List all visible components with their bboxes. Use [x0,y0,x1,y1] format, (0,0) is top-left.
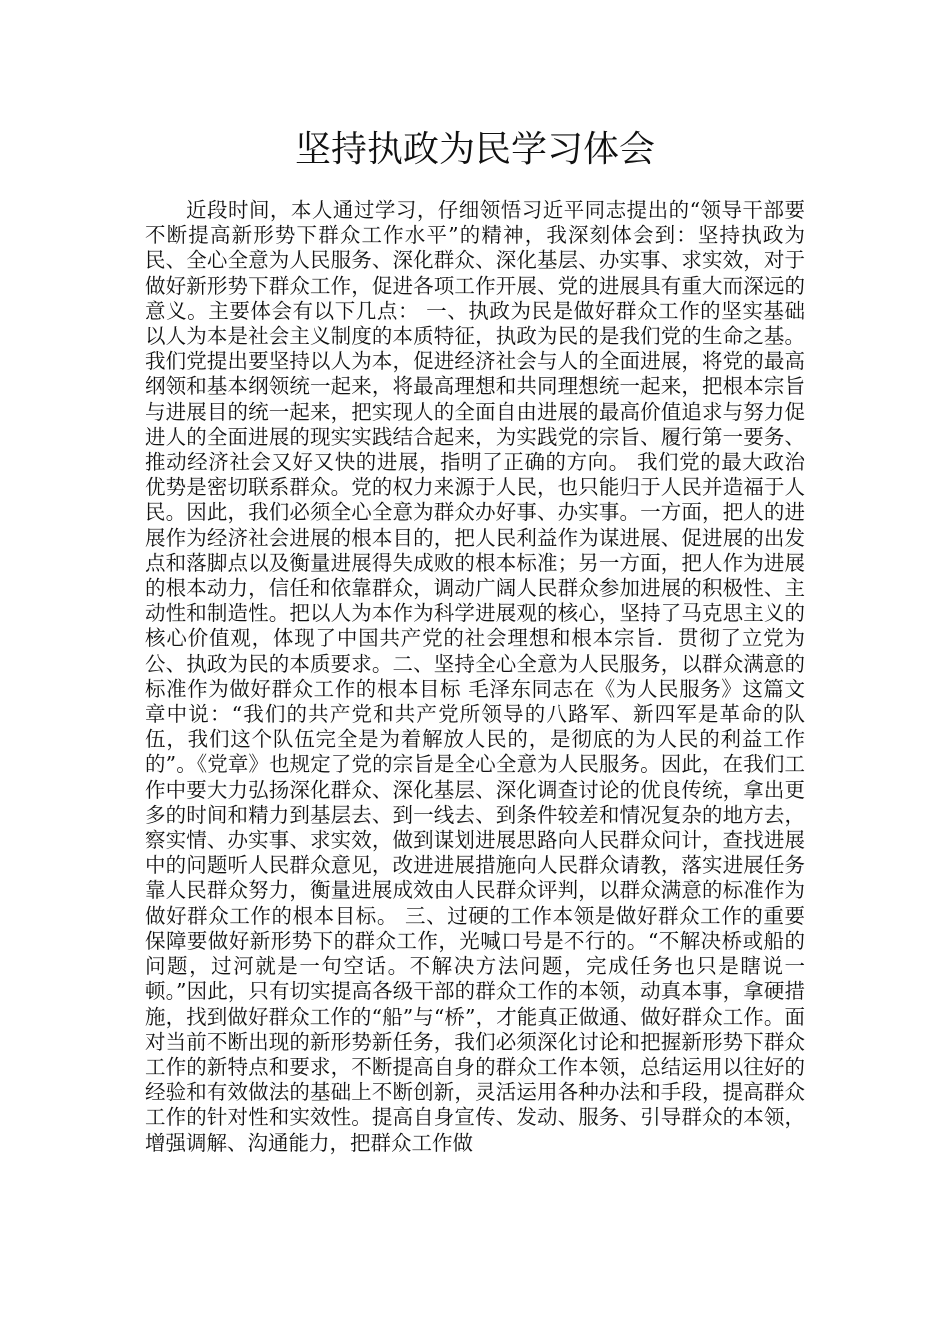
document-body-paragraph: 近段时间，本人通过学习，仔细领悟习近平同志提出的“领导干部要不断提高新形势下群众工作水平”的精神，我深刻体会到：坚持执政为民、全心全意为人民服务、深化群众、深化基层、办实事、求实效，对于做好新形势下群众工作，促进各项工作开展、党的进展具有重大而深远的意义。主要体会有以下几点： 一、执政为民是做好群众工作的坚实基础以人为本是社会主义制度的本质特征，执政为民的是我们党的生命之基。我们党提出要坚持以人为本，促进经济社会与人的全面进展，将党的最高纲领和基本纲领统一起来，将最高理想和共同理想统一起来，把根本宗旨与进展目的统一起来，把实现人的全面自由进展的最高价值追求与努力促进人的全面进展的现实实践结合起来，为实践党的宗旨、履行第一要务、推动经济社会又好又快的进展，指明了正确的方向。 我们党的最大政治优势是密切联系群众。党的权力来源于人民，也只能归于人民并造福于人民。因此，我们必须全心全意为群众办好事、办实事。一方面，把人的进展作为经济社会进展的根本目的，把人民利益作为谋进展、促进展的出发点和落脚点以及衡量进展得失成败的根本标准；另一方面，把人作为进展的根本动力，信任和依靠群众，调动广阔人民群众参加进展的积极性、主动性和制造性。把以人为本作为科学进展观的核心，坚持了马克思主义的核心价值观，体现了中国共产党的社会理想和根本宗旨．贯彻了立党为公、执政为民的本质要求。二、坚持全心全意为人民服务，以群众满意的标准作为做好群众工作的根本目标 毛泽东同志在《为人民服务》这篇文章中说：“我们的共产党和共产党所领导的八路军、新四军是革命的队伍，我们这个队伍完全是为着解放人民的，是彻底的为人民的利益工作的”。《党章》也规定了党的宗旨是全心全意为人民服务。因此，在我们工作中要大力弘扬深化群众、深化基层、深化调查讨论的优良传统，拿出更多的时间和精力到基层去、到一线去、到条件较差和情况复杂的地方去，察实情、办实事、求实效，做到谋划进展思路向人民群众问计，查找进展中的问题听人民群众意见，改进进展措施向人民群众请教，落实进展任务靠人民群众努力，衡量进展成效由人民群众评判，以群众满意的标准作为做好群众工作的根本目标。 三、过硬的工作本领是做好群众工作的重要保障要做好新形势下的群众工作，光喊口号是不行的。“不解决桥或船的问题，过河就是一句空话。不解决方法问题，完成任务也只是瞎说一顿。”因此，只有切实提高各级干部的群众工作的本领，动真本事，拿硬措施，找到做好群众工作的“船”与“桥”，才能真正做通、做好群众工作。面对当前不断出现的新形势新任务，我们必须深化讨论和把握新形势下群众工作的新特点和要求，不断提高自身的群众工作本领，总结运用以往好的经验和有效做法的基础上不断创新，灵活运用各种办法和手段，提高群众工作的针对性和实效性。提高自身宣传、发动、服务、引导群众的本领，增强调解、沟通能力，把群众工作做 [145,198,805,1155]
document-title: 坚持执政为民学习体会 [294,129,655,170]
